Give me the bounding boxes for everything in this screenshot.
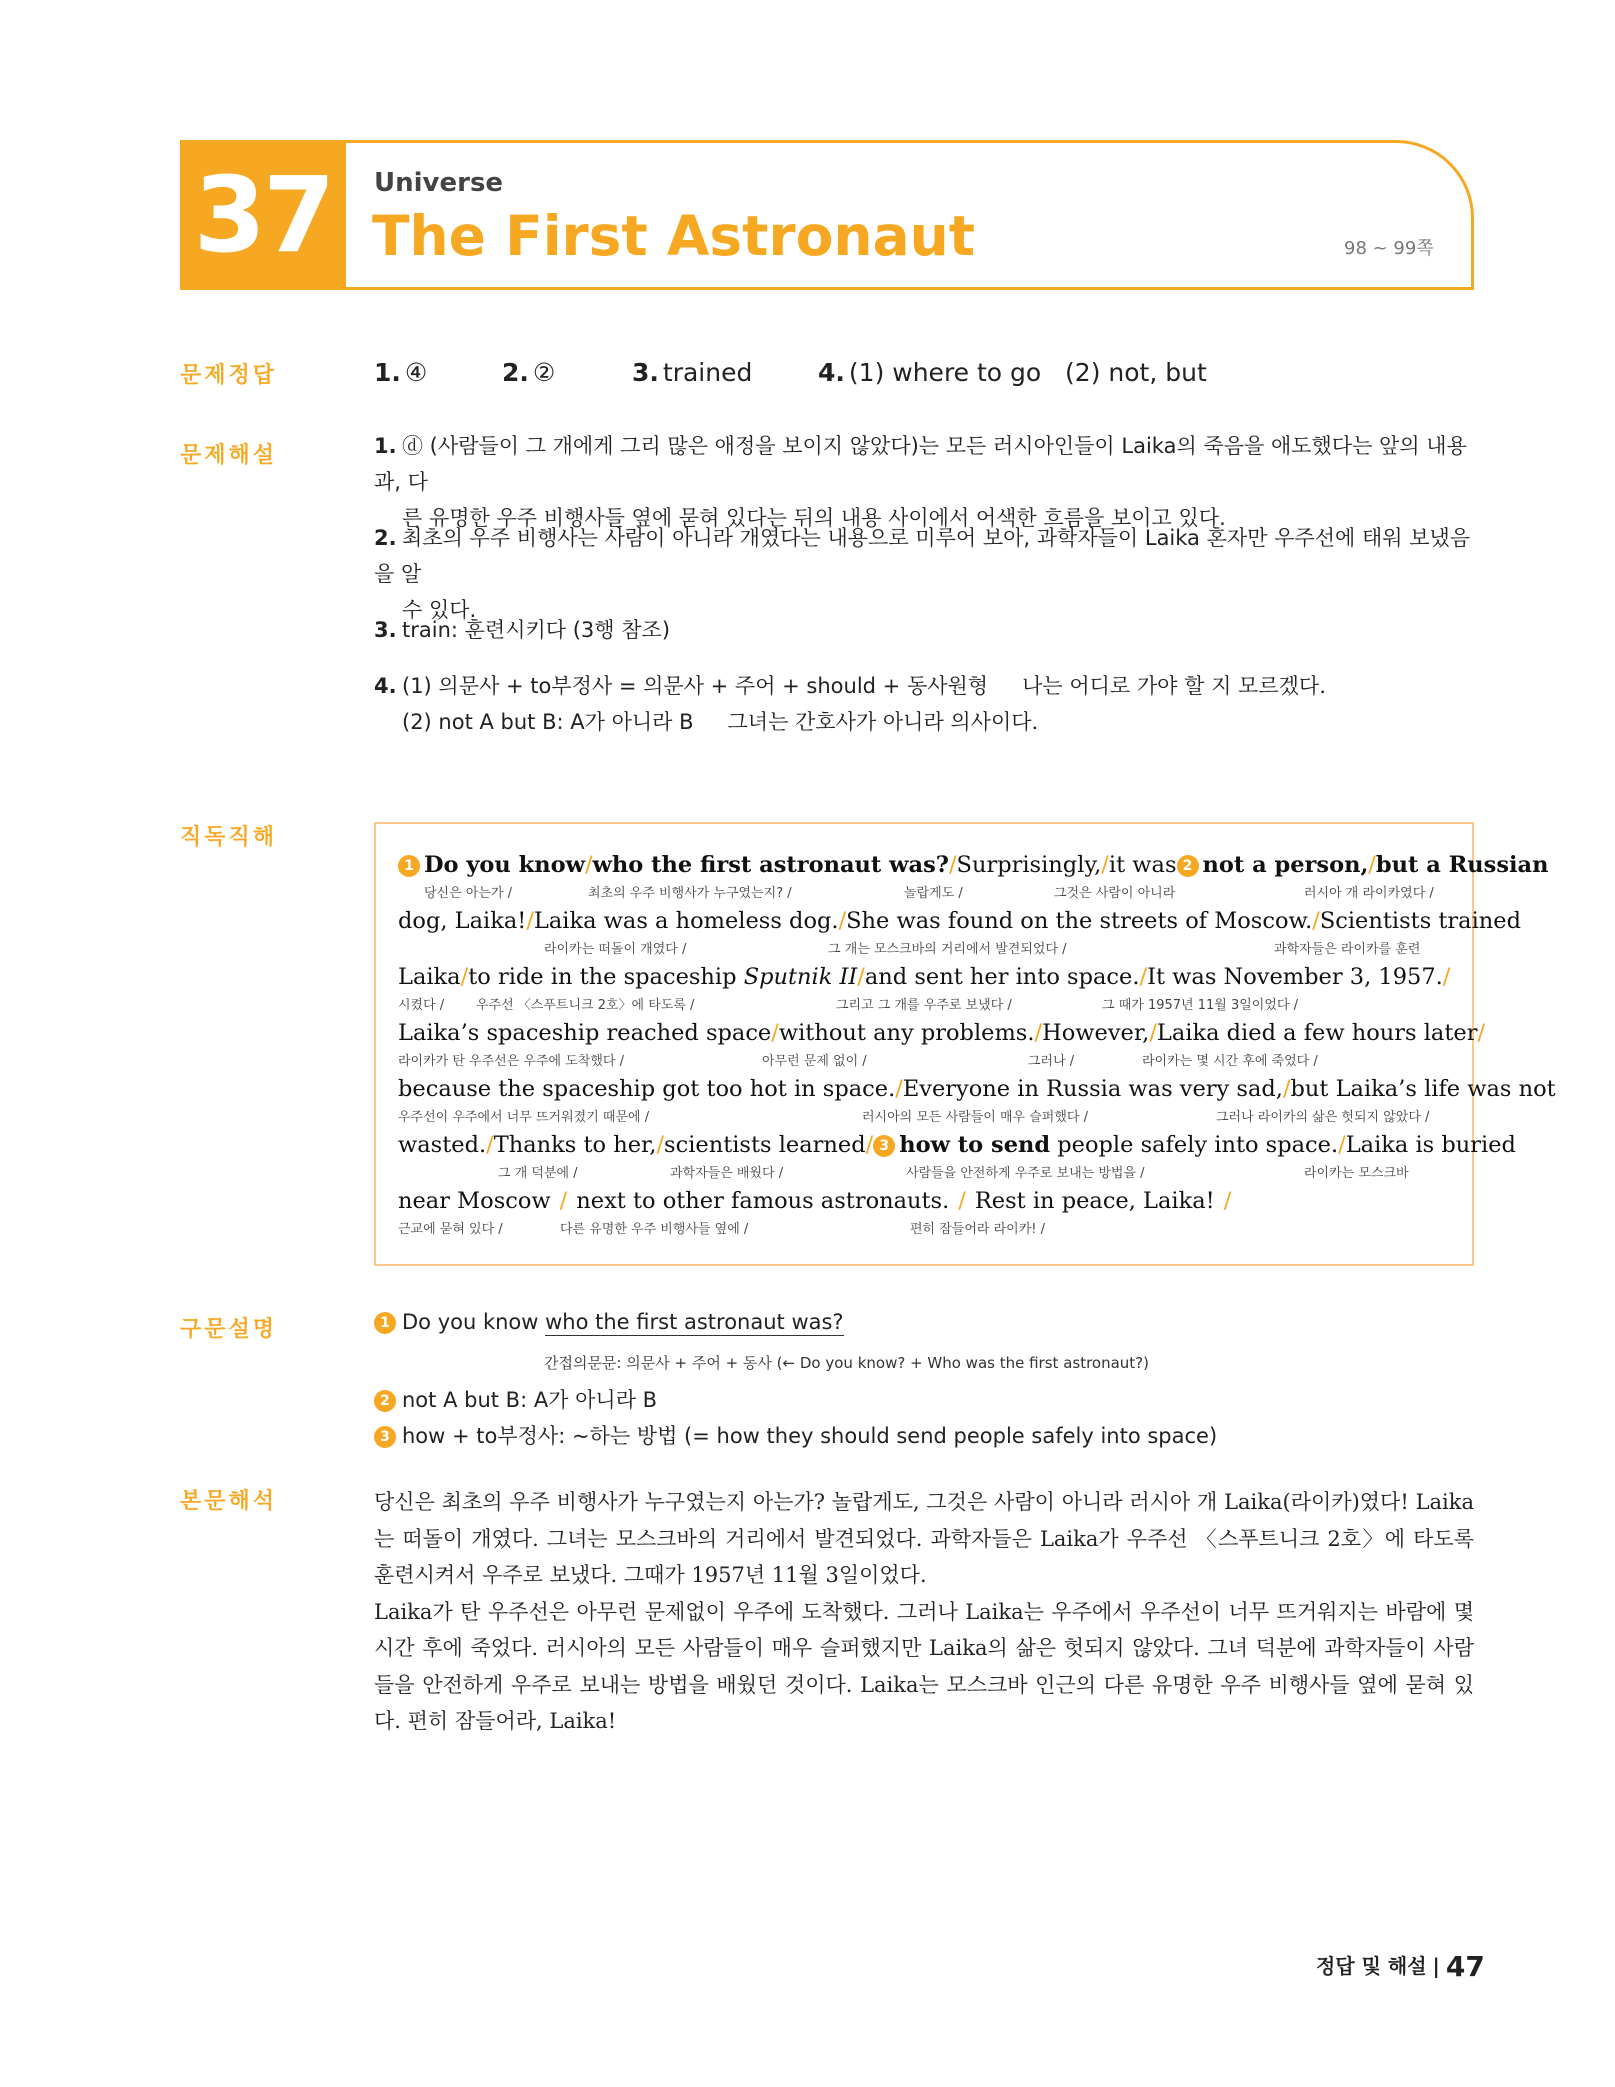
marker-2: 2 (374, 1390, 396, 1412)
answer-item: 1. ④ (374, 358, 428, 387)
explanation-2: 2. 최초의 우주 비행사는 사람이 아니라 개였다는 내용으로 미루어 보아, 과학자들이 Laika 혼자만 우주선에 태워 보냈음을 알 수 있다. (374, 526, 1471, 622)
explanation-3: 3. train: 훈련시키다 (3행 참조) (374, 618, 671, 642)
section-label-explanation: 문제해설 (180, 443, 278, 468)
page-number: 47 (1445, 1950, 1485, 1983)
translation-paragraph-2: Laika가 탄 우주선은 아무런 문제없이 우주에 도착했다. 그러나 Laika는 우주에서 우주선이 너무 뜨거워지는 바람에 몇 시간 후에 죽었다. 러시아의 모든 사람들이 매우 슬퍼했지만 Laika의 삶은 헛되지 않았다. 그녀 덕분에 과학자들이 사람들을 안전하게 우주로 보내는 방법을 배웠던 것이다. Laika는 모스크바 인근의 다른 유명한 우주 비행사들 옆에 묻혀 있다. 편히 잠들어라, Laika! (374, 1599, 1474, 1733)
marker-1: 1 (374, 1312, 396, 1334)
page-footer: 정답 및 해설 | 47 (1316, 1950, 1485, 1983)
footer-label: 정답 및 해설 (1316, 1954, 1427, 1978)
answer-item: 3. trained (632, 358, 753, 387)
unit-category: Universe (374, 168, 504, 198)
section-label-translation: 본문해석 (180, 1489, 278, 1514)
explanation-4: 4. (1) 의문사 + to부정사 = 의문사 + 주어 + should + 동사원형 나는 어디로 가야 할 지 모르겠다. (2) not A but B: A가 아니라 B 그녀는 간호사가 아니라 의사이다. (374, 674, 1326, 734)
explanation-1: 1. ⓓ (사람들이 그 개에게 그리 많은 애정을 보이지 않았다)는 모든 러시아인들이 Laika의 죽음을 애도했다는 앞의 내용과, 다 른 유명한 우주 비행사들 옆에 묻혀 있다는 뒤의 내용 사이에서 어색한 흐름을 보이고 있다. (374, 434, 1467, 530)
translation-text (374, 1484, 1474, 1740)
marker-1: 1 (398, 855, 420, 877)
grammar-note-3: 3 how + to부정사: ~하는 방법 (= how they should send people safely into space) (374, 1420, 1217, 1450)
grammar-note-1-detail: 간접의문문: 의문사 + 주어 + 동사 (← Do you know? + Who was the first astronaut?) (544, 1354, 1149, 1372)
translation-paragraph-1: 당신은 최초의 우주 비행사가 누구였는지 아는가? 놀랍게도, 그것은 사람이 아니라 러시아 개 Laika(라이카)였다! Laika는 떠돌이 개였다. 그녀는 모스크바의 거리에서 발견되었다. 과학자들은 Laika가 우주선 〈스푸트니크 2호〉에 타도록 훈련시켜서 우주로 보냈다. 그때가 1957년 11월 3일이었다. (374, 1490, 1474, 1587)
marker-3: 3 (374, 1426, 396, 1448)
unit-number: 37 (180, 140, 346, 290)
section-label-grammar: 구문설명 (180, 1317, 278, 1342)
unit-title: The First Astronaut (372, 204, 976, 268)
answer-item: 4. (1) where to go (2) not, but (818, 358, 1207, 387)
marker-2: 2 (1177, 855, 1199, 877)
section-label-answers: 문제정답 (180, 363, 278, 388)
page-reference: 98 ~ 99쪽 (1344, 238, 1434, 259)
section-label-reading: 직독직해 (180, 825, 278, 850)
grammar-note-1: 1 Do you know who the first astronaut was? (374, 1310, 844, 1334)
answer-item: 2. ② (502, 358, 556, 387)
grammar-note-2: 2 not A but B: A가 아니라 B (374, 1384, 657, 1414)
marker-3: 3 (873, 1135, 895, 1157)
